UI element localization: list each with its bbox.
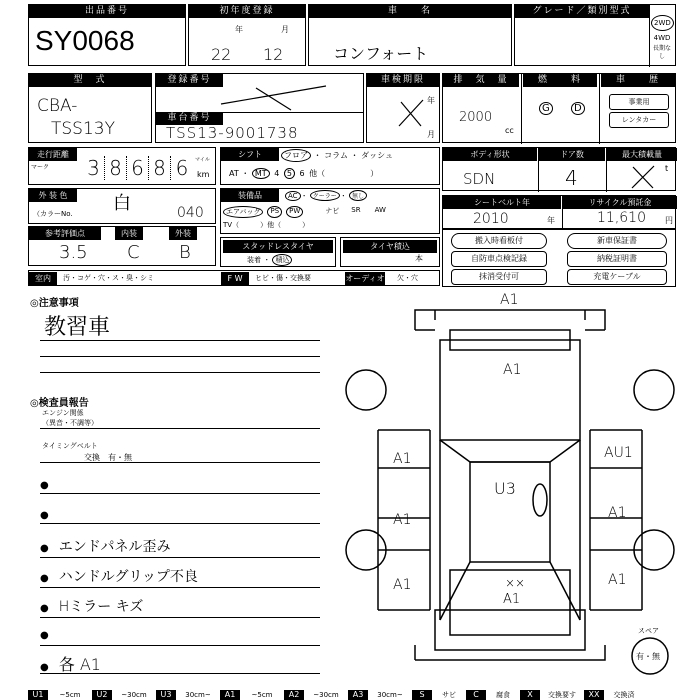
studless-box: スタッドレスタイヤ 装着 ・ 積込: [220, 237, 336, 267]
fuel-g: G: [539, 102, 553, 115]
gear-5: 5: [284, 168, 295, 179]
mileage-digit-4: 8: [149, 156, 171, 180]
year-label: 年: [235, 25, 243, 34]
diag-roof: U3: [494, 479, 516, 498]
spare-options: 有・無: [636, 652, 660, 661]
history-business: 事業用: [609, 94, 669, 110]
mileage-digit-2: 8: [105, 156, 127, 180]
opt-tax: 納税証明書: [567, 251, 667, 267]
legend-code: S: [412, 690, 432, 700]
inspection-label: 車検期限: [367, 74, 439, 87]
legend-desc: 30cm~: [377, 691, 403, 699]
first-reg-month: 12: [263, 45, 284, 64]
seatbelt-year-unit: 年: [547, 216, 555, 225]
first-reg-label: 初年度登録: [189, 5, 305, 18]
shift-column: コラム: [324, 151, 349, 160]
notes-title: ◎注意事項: [30, 298, 79, 309]
engine-note-sub: （異音・不調等）: [42, 419, 98, 427]
equip-pw: PW: [286, 206, 303, 218]
equip-sr: SR: [351, 206, 361, 214]
mileage-digit-5: 6: [175, 156, 189, 180]
opt-cancel: 抹消受付可: [451, 269, 547, 285]
bullet-1: ●: [40, 476, 320, 494]
model-value-2: TSS13Y: [51, 119, 115, 139]
legend-code: U2: [92, 690, 112, 700]
color-value: 白: [113, 193, 131, 214]
car-name-label: 車 名: [309, 5, 511, 18]
color-code: 040: [177, 205, 204, 221]
equip-aw: AW: [374, 206, 386, 214]
bullet-2: ●: [40, 506, 320, 524]
inspection-box: [366, 73, 440, 143]
score-box: [28, 226, 216, 266]
exterior-label: 外装: [169, 227, 197, 240]
model-label: 型 式: [29, 74, 151, 87]
seatbelt-box: [442, 195, 676, 229]
recycle-label: リサイクル預託金: [563, 196, 677, 209]
mark-2wd: 2WD: [651, 15, 674, 31]
equip-tv-other: TV（ ）他（ ）: [223, 221, 310, 229]
shift-label: シフト: [221, 148, 279, 161]
shift-at: AT: [229, 169, 239, 178]
capacity-cross: [629, 164, 657, 190]
legend-desc: ~5cm: [251, 691, 273, 699]
color-code-label: （カラーNo.: [33, 210, 73, 218]
legend-code: A3: [348, 690, 368, 700]
bullet-5: ● Hミラー キズ: [40, 596, 320, 618]
equip-box: 装備品 AC ・ クーラー ・ 無し エアバッグ PS PW ナビ SR AW TV（ ）他（ ）: [220, 188, 440, 234]
audio-label: オーディオ: [345, 274, 385, 283]
inspection-month-label: 月: [427, 130, 435, 139]
mileage-unit-mile: マイル: [195, 157, 210, 163]
recycle-value: 11,610: [597, 210, 646, 226]
gear-other-close: ）: [370, 169, 379, 178]
timing-label: タイミングベルト: [42, 442, 98, 450]
lot-number: SY0068: [35, 25, 135, 56]
doors-label: ドア数: [539, 148, 605, 161]
mileage-digit-3: 6: [127, 156, 149, 180]
legend-desc: 腐食: [496, 691, 510, 699]
engine-box: [442, 73, 676, 143]
legend-desc: ~30cm: [313, 691, 339, 699]
studless-label: スタッドレスタイヤ: [223, 240, 333, 253]
chassis-number: TSS13-9001738: [166, 124, 299, 142]
displacement-label: 排 気 量: [443, 74, 519, 87]
model-box: [28, 73, 152, 143]
legend-desc: 交換要す: [548, 691, 576, 699]
history-rental: レンタカー: [609, 112, 669, 128]
tire-label: タイヤ積込: [343, 240, 437, 253]
first-reg-box: [188, 4, 306, 66]
diag-right-door: A1: [608, 505, 627, 521]
lot-box: [28, 4, 186, 66]
legend-desc: 30cm~: [185, 691, 211, 699]
mark-4wd: 4WD: [653, 34, 671, 42]
legend-bar: [28, 690, 676, 700]
equip-cooler: クーラー: [310, 190, 340, 201]
fuel-d: D: [571, 102, 585, 115]
shift-floor: フロア: [281, 149, 311, 162]
interior-grade: C: [127, 242, 140, 263]
lot-label: 出品番号: [29, 5, 185, 18]
diag-left-rear: A1: [393, 577, 412, 593]
capacity-unit: t: [665, 164, 669, 173]
shift-dash: ダッシュ: [361, 151, 393, 160]
gear-other: 他（: [309, 169, 326, 178]
history-label: 車 歴: [601, 74, 675, 87]
mileage-label: 走行距離: [29, 148, 77, 161]
model-value-1: CBA-: [37, 96, 78, 116]
bullet-7: ● 各 A1: [40, 652, 320, 674]
room-label: 室内: [29, 272, 57, 285]
score-label: 参考評価点: [29, 227, 101, 240]
diag-right-rear: A1: [608, 572, 627, 588]
equip-label: 装備品: [221, 189, 279, 202]
equip-airbag: エアバッグ: [223, 206, 263, 218]
diag-top: A1: [500, 292, 519, 308]
diag-trunk-x: ××: [505, 576, 526, 590]
timing-sub: 交換 有・無: [84, 453, 132, 462]
diag-trunk: A1: [503, 592, 521, 607]
first-reg-year: 22: [211, 45, 232, 64]
legend-code: U3: [156, 690, 176, 700]
interior-label: 内装: [115, 227, 143, 240]
grade-label: グレード／類別型式: [515, 5, 649, 18]
color-label: 外 装 色: [29, 189, 77, 202]
reg-cross-mark: [216, 82, 336, 112]
fw-items: ヒビ・傷・交換要: [255, 274, 311, 282]
grade-box: [514, 4, 676, 66]
score-value: 3.5: [59, 242, 88, 263]
legend-code: XX: [584, 690, 604, 700]
tire-unit: 本: [415, 254, 423, 263]
gear-4: 4: [274, 169, 280, 178]
reg-box: [155, 73, 364, 143]
opt-record: 自防車点検記録: [451, 251, 547, 267]
opt-sign: 搬入時看板付: [451, 233, 547, 249]
diag-left-front: A1: [393, 451, 412, 467]
equip-ac: AC: [285, 191, 301, 201]
recycle-yen: 円: [665, 216, 673, 225]
displacement-value: 2000: [459, 110, 493, 125]
mileage-mark-label: マーク: [31, 164, 50, 171]
diag-hood: A1: [503, 362, 522, 378]
gear-6: 6: [299, 169, 305, 178]
shift-box: シフト フロア ・ コラム ・ ダッシュ AT ・ MT 4 5 6 他（ ）: [220, 147, 440, 185]
car-name: コンフォート: [333, 44, 429, 63]
equip-ps: PS: [267, 206, 282, 218]
opt-charger: 充電ケーブル: [567, 269, 667, 285]
legend-desc: 交換済: [613, 691, 635, 699]
tire-box: [340, 237, 440, 267]
audio-items: 欠・穴: [397, 274, 418, 282]
color-box: [28, 188, 216, 224]
legend-code: U1: [28, 690, 48, 700]
bullet-3: ● エンドパネル歪み: [40, 536, 320, 558]
diag-left-door: A1: [393, 512, 412, 528]
car-name-box: [308, 4, 512, 66]
mark-long: 長期なし: [652, 45, 671, 60]
legend-desc: ~30cm: [121, 691, 147, 699]
legend-code: X: [520, 690, 540, 700]
body-box: [442, 147, 676, 191]
room-items: 汚・コゲ・穴・ス・臭・シミ: [63, 274, 154, 282]
mileage-digit-1: 3: [83, 156, 105, 180]
chassis-label: 車台番号: [156, 112, 223, 125]
bullet-4: ● ハンドルグリップ不良: [40, 566, 320, 588]
opt-warranty: 新車保証書: [567, 233, 667, 249]
equip-navi: ナビ: [325, 207, 340, 215]
body-label: ボディ形状: [443, 148, 537, 161]
body-type: SDN: [463, 170, 496, 188]
month-label: 月: [281, 25, 289, 34]
engine-note-label: エンジン関係: [42, 409, 84, 417]
seatbelt-label: シートベルト年: [443, 196, 561, 209]
inspection-cross: [395, 98, 425, 128]
exterior-grade: B: [179, 242, 191, 263]
mileage-unit: km: [197, 170, 210, 179]
reg-label: 登録番号: [156, 74, 223, 87]
spare-label: スペア: [638, 627, 659, 635]
seatbelt-year: 2010: [473, 211, 509, 227]
legend-code: A2: [284, 690, 304, 700]
inspection-year-label: 年: [427, 96, 435, 105]
equip-none: 無し: [349, 190, 367, 201]
diag-right-front: AU1: [604, 445, 633, 461]
legend-code: A1: [220, 690, 240, 700]
capacity-label: 最大積載量: [607, 148, 677, 161]
fw-label: F W: [221, 272, 249, 285]
fuel-label: 燃 料: [523, 74, 597, 87]
mileage-box: [28, 147, 216, 185]
legend-desc: ~5cm: [59, 691, 81, 699]
options-box: [442, 229, 676, 287]
shift-mt: MT: [252, 168, 270, 179]
notes-text: 教習車: [44, 315, 111, 340]
legend-desc: サビ: [442, 691, 456, 699]
studless-mounted: 装着: [247, 256, 261, 264]
legend-code: C: [466, 690, 486, 700]
interior-row: [28, 270, 440, 286]
inspector-title: ◎検査員報告: [30, 398, 89, 409]
cc-label: cc: [505, 126, 514, 135]
bullet-6: ●: [40, 626, 320, 646]
doors-value: 4: [565, 166, 578, 190]
studless-loaded: 積込: [272, 254, 292, 266]
